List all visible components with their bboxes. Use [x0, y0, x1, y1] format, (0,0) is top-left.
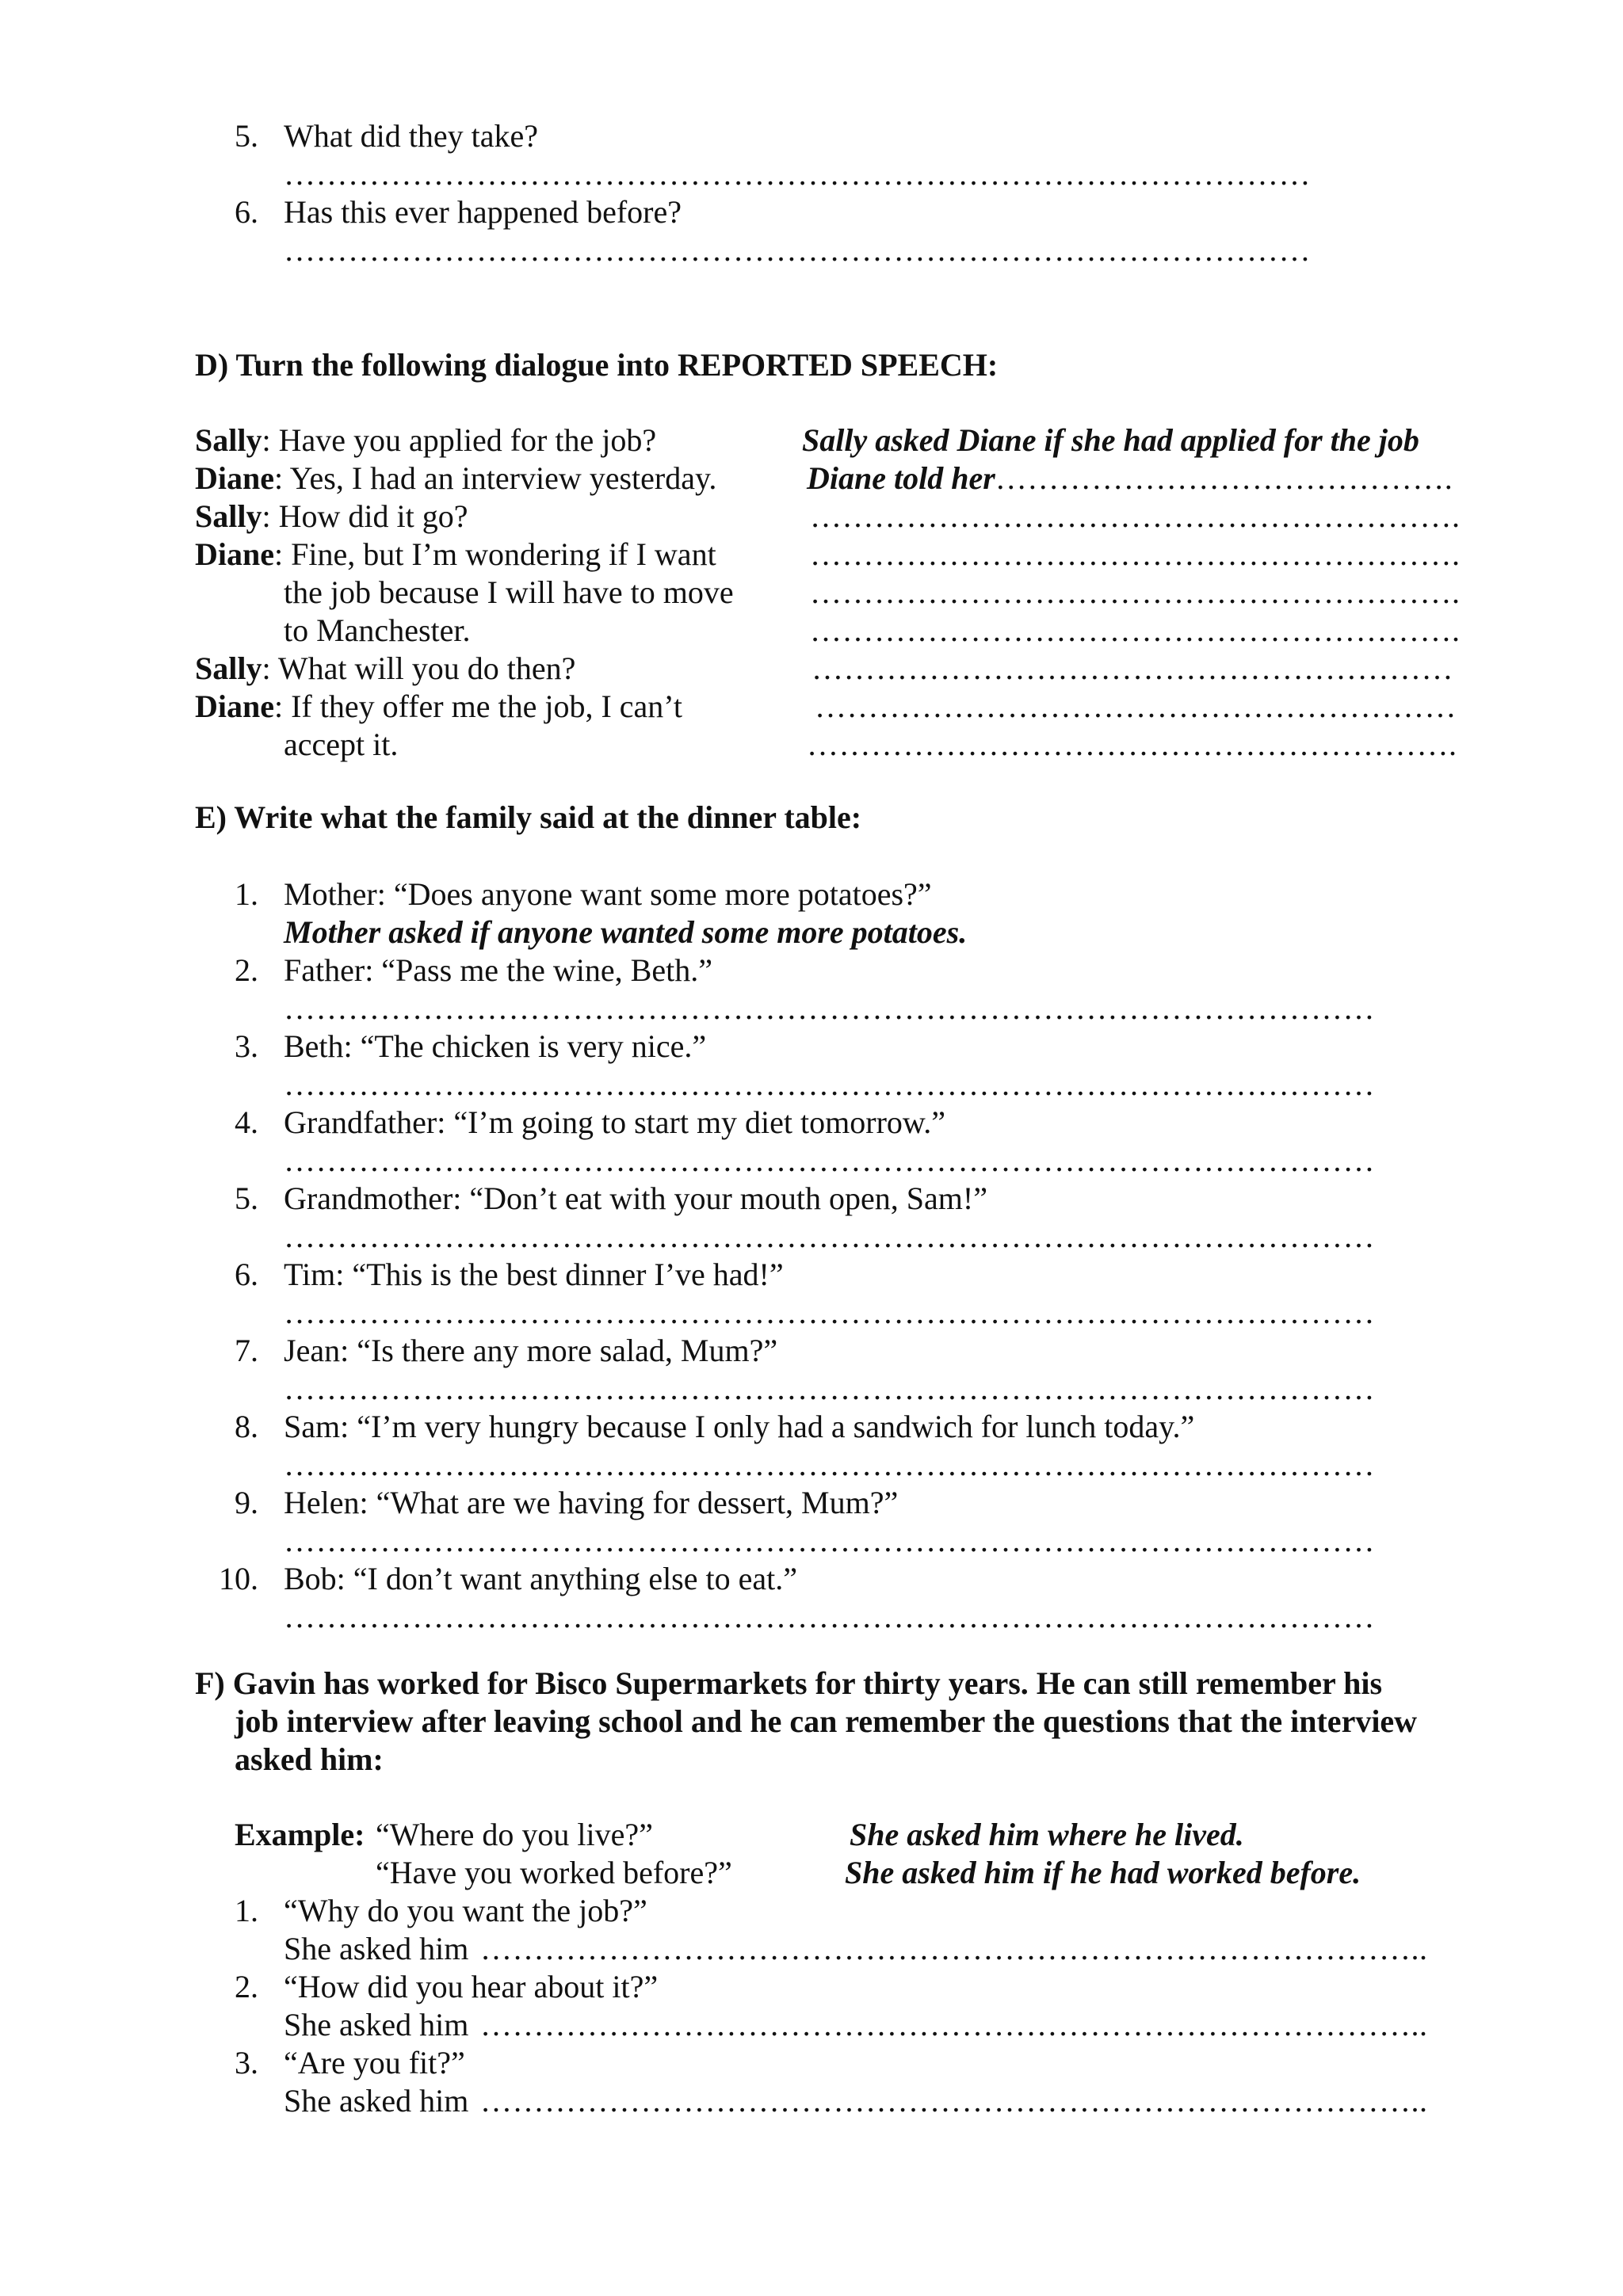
list-number: 5.: [235, 118, 258, 154]
answer-blank[interactable]: …………………………………………………….: [807, 727, 1457, 762]
quote-text: Tim: “This is the best dinner I’ve had!”: [284, 1257, 784, 1292]
dialogue-text: : Have you applied for the job?: [262, 422, 657, 458]
answer-prompt: She asked him: [284, 1931, 469, 1966]
quote-text: Bob: “I don’t want anything else to eat.”: [284, 1561, 797, 1596]
answer-blank[interactable]: …………………………………………………….: [810, 612, 1461, 648]
answer-blank[interactable]: …………………………………………………….: [810, 574, 1461, 610]
example-answer: Mother asked if anyone wanted some more potatoes.: [284, 914, 968, 950]
list-number: 3.: [235, 1028, 258, 1064]
heading-line: asked him:: [235, 1741, 384, 1777]
dialogue-continuation: accept it.: [284, 727, 399, 762]
dialogue-text: : How did it go?: [262, 498, 468, 534]
dialogue-text: : If they offer me the job, I can’t: [274, 688, 682, 724]
speaker-name: Sally: [195, 422, 262, 458]
list-number: 7.: [235, 1333, 258, 1368]
list-number: 1.: [235, 1893, 258, 1928]
list-number: 4.: [235, 1104, 258, 1140]
quote-text: Grandmother: “Don’t eat with your mouth open, Sam!”: [284, 1180, 987, 1216]
list-number: 10.: [219, 1561, 258, 1596]
dialogue-text: : Fine, but I’m wondering if I want: [274, 536, 716, 572]
answer-blank[interactable]: …………………………………………………………………………………………: [284, 1447, 1375, 1482]
speaker-name: Sally: [195, 498, 262, 534]
answer-blank[interactable]: ……………………………………………………………………………..: [480, 2007, 1428, 2042]
dialogue-line: [195, 536, 716, 573]
quote-text: Mother: “Does anyone want some more potatoes?”: [284, 876, 932, 912]
answer-line: [802, 421, 1419, 459]
answer-blank[interactable]: …………………………………….: [995, 460, 1453, 496]
speaker-name: Diane: [195, 460, 274, 496]
dialogue-line: [195, 421, 656, 459]
answer-blank[interactable]: …………………………………………………………………………………………: [284, 1371, 1375, 1406]
list-number: 6.: [235, 1257, 258, 1292]
quote-text: Beth: “The chicken is very nice.”: [284, 1028, 707, 1064]
quote-text: Jean: “Is there any more salad, Mum?”: [284, 1333, 778, 1368]
answer-blank[interactable]: …………………………………………………………………………………………: [284, 1523, 1375, 1558]
speaker-name: Diane: [195, 688, 274, 724]
dialogue-line: [195, 650, 575, 687]
answer-blank[interactable]: …………………………………………………………………………………………: [284, 1599, 1375, 1634]
example-question: “Have you worked before?”: [376, 1855, 732, 1890]
dialogue-continuation: to Manchester.: [284, 612, 471, 648]
answer-blank[interactable]: …………………………………………………………………………………………: [284, 1295, 1375, 1330]
dialogue-text: : Yes, I had an interview yesterday.: [274, 460, 717, 496]
dialogue-line: [195, 688, 682, 725]
answer-prompt: She asked him: [284, 2007, 469, 2042]
section-d-heading: D) Turn the following dialogue into REPORTED SPEECH:: [195, 347, 999, 383]
answer-lead: Diane told her: [807, 460, 995, 496]
answer-blank[interactable]: ……………………………………………………: [812, 650, 1453, 686]
speaker-name: Sally: [195, 650, 262, 686]
answer-blank[interactable]: …………………………………………………………………………………………: [284, 990, 1375, 1026]
list-number: 6.: [235, 194, 258, 230]
quote-text: Father: “Pass me the wine, Beth.”: [284, 952, 712, 988]
answer-blank[interactable]: ……………………………………………………………………………..: [480, 1931, 1428, 1966]
example-answer: She asked him if he had worked before.: [845, 1855, 1361, 1890]
dialogue-line: [195, 498, 468, 535]
dialogue-line: [195, 460, 716, 497]
interview-question: “Why do you want the job?”: [284, 1893, 647, 1928]
list-number: 3.: [235, 2045, 258, 2081]
quote-text: Sam: “I’m very hungry because I only had a sandwich for lunch today.”: [284, 1409, 1195, 1444]
dialogue-continuation: the job because I will have to move: [284, 574, 734, 610]
answer-blank[interactable]: ……………………………………………………………………………..: [480, 2083, 1428, 2119]
speaker-name: Diane: [195, 536, 274, 572]
list-number: 8.: [235, 1409, 258, 1444]
answer-line[interactable]: [807, 460, 1453, 497]
list-number: 2.: [235, 952, 258, 988]
answer-blank[interactable]: ……………………………………………………………………………………: [284, 232, 1311, 268]
answer-blank[interactable]: …………………………………………………….: [810, 498, 1461, 534]
answer-blank[interactable]: …………………………………………………….: [810, 536, 1461, 572]
example-answer: Sally asked Diane if she had applied for the job: [802, 422, 1419, 458]
list-number: 2.: [235, 1969, 258, 2004]
example-question: “Where do you live?”: [376, 1817, 653, 1852]
interview-question: “Are you fit?”: [284, 2045, 465, 2081]
answer-blank[interactable]: …………………………………………………………………………………………: [284, 1219, 1375, 1254]
section-e-heading: E) Write what the family said at the dinner table:: [195, 799, 862, 835]
quote-text: Helen: “What are we having for dessert, Mum?”: [284, 1485, 899, 1520]
answer-blank[interactable]: ……………………………………………………: [815, 688, 1457, 724]
heading-line: job interview after leaving school and he can remember the questions that the interview: [235, 1703, 1418, 1739]
question-text: What did they take?: [284, 118, 538, 154]
answer-prompt: She asked him: [284, 2083, 469, 2119]
list-number: 9.: [235, 1485, 258, 1520]
example-label: Example:: [235, 1817, 365, 1852]
question-text: Has this ever happened before?: [284, 194, 682, 230]
answer-blank[interactable]: …………………………………………………………………………………………: [284, 1066, 1375, 1102]
heading-line: F) Gavin has worked for Bisco Supermarkets for thirty years. He can still remember his: [195, 1665, 1383, 1701]
list-number: 5.: [235, 1180, 258, 1216]
answer-blank[interactable]: ……………………………………………………………………………………: [284, 156, 1311, 192]
list-number: 1.: [235, 876, 258, 912]
quote-text: Grandfather: “I’m going to start my diet tomorrow.”: [284, 1104, 945, 1140]
answer-blank[interactable]: …………………………………………………………………………………………: [284, 1142, 1375, 1178]
interview-question: “How did you hear about it?”: [284, 1969, 659, 2004]
dialogue-text: : What will you do then?: [262, 650, 576, 686]
example-answer: She asked him where he lived.: [850, 1817, 1244, 1852]
